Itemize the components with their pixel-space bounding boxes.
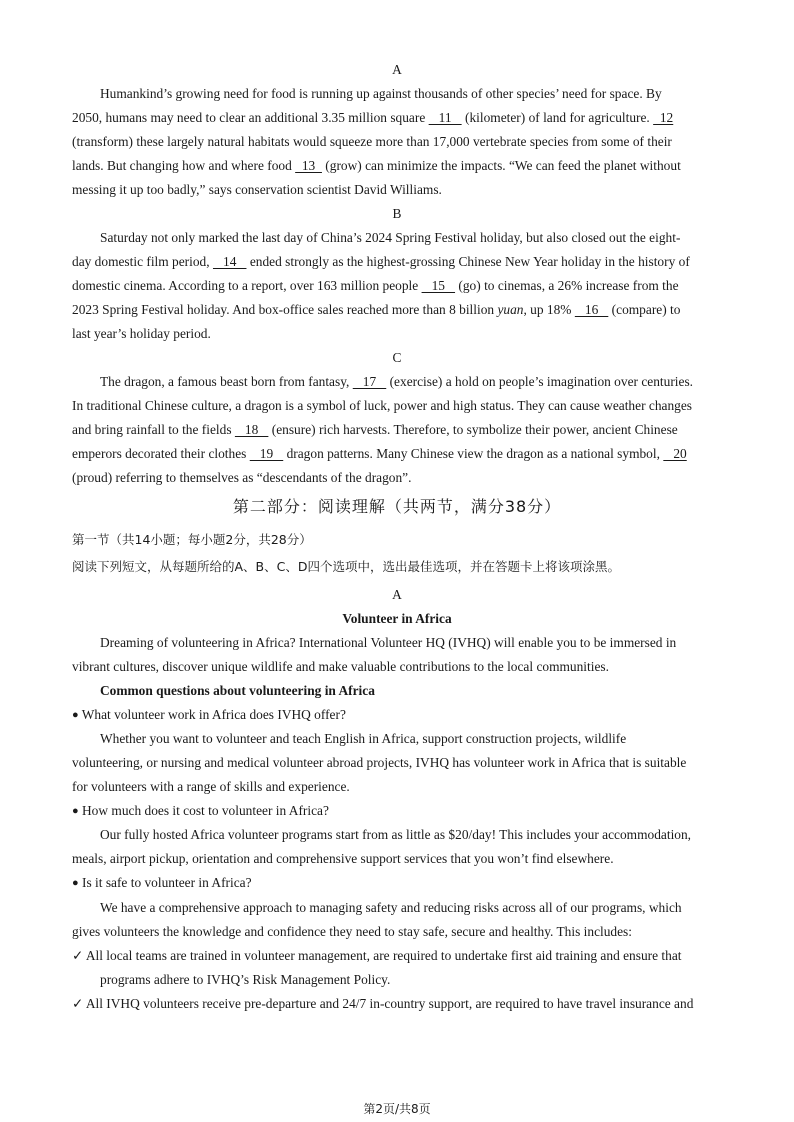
check-icon: ✓	[72, 996, 84, 1011]
part-2-instruction: 阅读下列短文，从每题所给的A、B、C、D四个选项中，选出最佳选项，并在答题卡上将该项涂黑。	[72, 559, 620, 574]
section-c-line-5: (proud) referring to themselves as “descendants of the dragon”.	[72, 470, 412, 485]
answer-3-line-2: gives volunteers the knowledge and confidence they need to stay safe, secure and healthy. This includes:	[72, 924, 632, 939]
page-number: 第2页/共8页	[363, 1102, 431, 1116]
faq-question-2: ● How much does it cost to volunteer in Africa?	[72, 803, 329, 818]
answer-3-line-1: We have a comprehensive approach to managing safety and reducing risks across all of our programs, which	[100, 900, 682, 915]
part-2-section-1: 第一节（共14小题；每小题2分，共28分）	[72, 532, 312, 547]
blank-15: 15	[421, 278, 456, 293]
blank-19: 19	[249, 446, 284, 461]
section-b-line-4: 2023 Spring Festival holiday. And box-office sales reached more than 8 billion yuan, up 18% 16 (compare) to	[72, 302, 681, 317]
faq-question-3: ● Is it safe to volunteer in Africa?	[72, 875, 252, 890]
section-b-line-2: day domestic film period, 14 ended strongly as the highest-grossing Chinese New Year holiday in the history of	[72, 254, 690, 269]
answer-2-line-2: meals, airport pickup, orientation and comprehensive support services that you won’t find elsewhere.	[72, 851, 614, 866]
bullet-icon: ●	[72, 709, 79, 721]
faq-question-1: ● What volunteer work in Africa does IVHQ offer?	[72, 707, 346, 722]
section-c-line-4: emperors decorated their clothes 19 dragon patterns. Many Chinese view the dragon as a national symbol, 20	[72, 446, 687, 461]
section-c-letter: C	[392, 350, 402, 365]
section-a-line-2: 2050, humans may need to clear an additional 3.35 million square 11 (kilometer) of land for agriculture. 12	[72, 110, 674, 125]
checklist-item-1-cont: programs adhere to IVHQ’s Risk Management Policy.	[100, 972, 391, 987]
section-a-line-3: (transform) these largely natural habitats would squeeze more than 17,000 vertebrate species from some of their	[72, 134, 672, 149]
section-a-line-5: messing it up too badly,” says conservation scientist David Williams.	[72, 182, 442, 197]
section-b-line-5: last year’s holiday period.	[72, 326, 211, 341]
blank-11: 11	[428, 110, 462, 125]
section-a-letter: A	[392, 62, 402, 77]
bullet-icon: ●	[72, 805, 79, 817]
checklist-item-2: ✓ All IVHQ volunteers receive pre-departure and 24/7 in-country support, are required to have travel insurance and	[72, 996, 694, 1011]
section-a-line-4: lands. But changing how and where food 13 (grow) can minimize the impacts. “We can feed the planet without	[72, 158, 681, 173]
part-2-title: 第二部分：阅读理解（共两节，满分38分）	[232, 497, 562, 516]
section-c-line-1: The dragon, a famous beast born from fantasy, 17 (exercise) a hold on people’s imagination over centuries.	[100, 374, 694, 389]
blank-16: 16	[574, 302, 609, 317]
section-a-line-1: Humankind’s growing need for food is running up against thousands of other species’ need for space. By	[100, 86, 662, 101]
blank-12: 12	[653, 110, 674, 125]
section-b-line-1: Saturday not only marked the last day of China’s 2024 Spring Festival holiday, but also closed out the eight-	[100, 230, 681, 245]
answer-1-line-1: Whether you want to volunteer and teach English in Africa, support construction projects, wildlife	[100, 731, 627, 746]
section-b-line-3: domestic cinema. According to a report, over 163 million people 15 (go) to cinemas, a 26% increase from the	[72, 278, 679, 293]
blank-20: 20	[663, 446, 687, 461]
blank-14: 14	[212, 254, 247, 269]
blank-17: 17	[352, 374, 387, 389]
answer-2-line-1: Our fully hosted Africa volunteer programs start from as little as $20/day! This includes your accommodation,	[100, 827, 692, 842]
intro-line-1: Dreaming of volunteering in Africa? International Volunteer HQ (IVHQ) will enable you to be immersed in	[100, 635, 677, 650]
bullet-icon: ●	[72, 877, 79, 889]
section-c-line-3: and bring rainfall to the fields 18 (ensure) rich harvests. Therefore, to symbolize their power, ancient Chinese	[72, 422, 678, 437]
section-b-letter: B	[392, 206, 402, 221]
blank-13: 13	[295, 158, 322, 173]
answer-1-line-3: for volunteers with a range of skills and experience.	[72, 779, 350, 794]
check-icon: ✓	[72, 948, 84, 963]
faq-heading: Common questions about volunteering in Africa	[100, 683, 375, 698]
blank-18: 18	[234, 422, 269, 437]
answer-1-line-2: volunteering, or nursing and medical volunteer abroad projects, IVHQ has volunteer work in Africa that is suitable	[72, 755, 687, 770]
intro-line-2: vibrant cultures, discover unique wildlife and make valuable contributions to the local communities.	[72, 659, 609, 674]
reading-title: Volunteer in Africa	[342, 611, 452, 626]
reading-a-letter: A	[392, 587, 402, 602]
checklist-item-1: ✓ All local teams are trained in volunteer management, are required to undertake first aid training and ensure that	[72, 948, 682, 963]
section-c-line-2: In traditional Chinese culture, a dragon is a symbol of luck, power and high status. They can cause weather changes	[72, 398, 692, 413]
